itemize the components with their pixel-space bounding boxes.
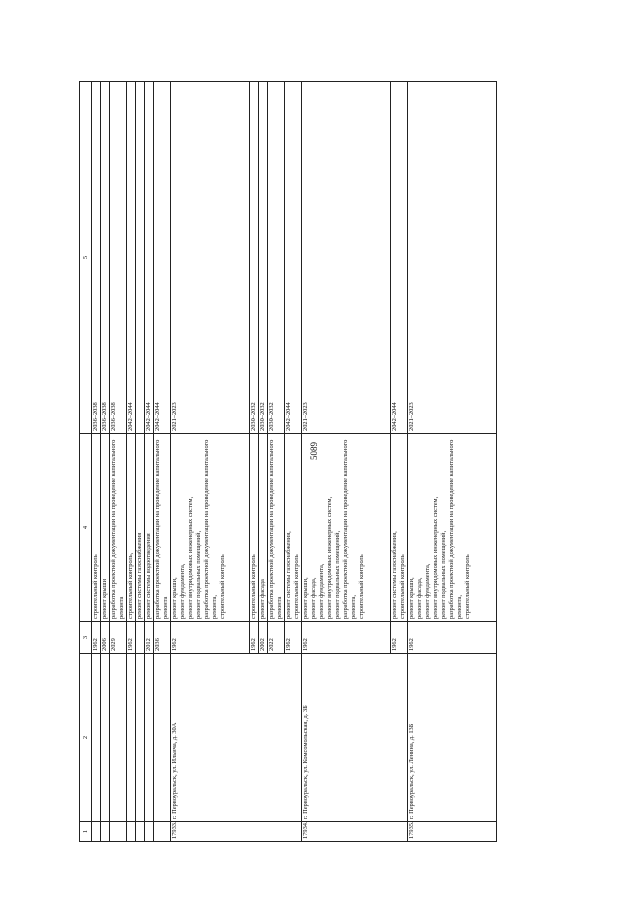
- table-row: [154, 82, 171, 842]
- year-cell: [136, 622, 145, 654]
- address-cell: [136, 654, 145, 822]
- work-cell: ремонт крыши: [101, 434, 110, 622]
- rotated-table: [79, 82, 590, 842]
- work-cell: строительный контроль,: [127, 434, 136, 622]
- header-col-3: 3: [80, 622, 92, 654]
- year-cell: 1962: [127, 622, 136, 654]
- address-cell: г. Первоуральск, ул. Ленина, д. 13Б: [408, 654, 497, 822]
- table-row: [136, 82, 145, 842]
- table-row: [302, 82, 391, 842]
- period-cell: 2030–2032: [259, 82, 268, 434]
- capital-repair-table: [79, 81, 497, 842]
- work-cell: строительный контроль: [92, 434, 101, 622]
- period-cell: 2021–2023: [302, 82, 391, 434]
- work-cell: ремонт системы газоснабжения, строительный контроль: [285, 434, 302, 622]
- period-cell: 2021–2023: [171, 82, 250, 434]
- work-cell: ремонт крыши, ремонт фасада, ремонт фундамента, ремонт внутридомовых инженерных систем, ремонт подвальных помещений, разработка проектной документации на проведение капитального ремонта, строительный контроль: [302, 434, 391, 622]
- work-cell: ремонт фасада: [259, 434, 268, 622]
- period-cell: [136, 82, 145, 434]
- period-cell: 2042–2044: [127, 82, 136, 434]
- year-cell: 1962: [92, 622, 101, 654]
- row-number: [101, 822, 110, 842]
- work-cell: ремонт крыши, ремонт фасада, ремонт фундамента, ремонт внутридомовых инженерных систем, ремонт подвальных помещений, разработка проектной документации на проведение капитального ремонта, строительный контроль: [408, 434, 497, 622]
- period-cell: 2036–2038: [110, 82, 127, 434]
- row-number: [154, 822, 171, 842]
- period-cell: 2042–2044: [154, 82, 171, 434]
- work-cell: ремонт системы газоснабжения: [136, 434, 145, 622]
- header-row: [80, 82, 92, 842]
- table-row: [110, 82, 127, 842]
- year-cell: 2029: [110, 622, 127, 654]
- period-cell: 2036–2038: [101, 82, 110, 434]
- address-cell: [154, 654, 171, 822]
- work-cell: разработка проектной документации на проведение капитального ремонта: [154, 434, 171, 622]
- work-cell: ремонт крыши, ремонт фундамента, ремонт внутридомовых инженерных систем, ремонт подвальных помещений, разработка проектной документации на проведение капитального ремонта, строительный контроль: [171, 434, 250, 622]
- header-col-5: 5: [80, 82, 92, 434]
- header-col-1: 1: [80, 822, 92, 842]
- period-cell: 2030–2032: [250, 82, 259, 434]
- year-cell: 1962: [391, 622, 408, 654]
- row-number: 17935.: [408, 822, 497, 842]
- header-col-4: 4: [80, 434, 92, 622]
- table-row: [171, 82, 250, 842]
- row-number: 17933.: [171, 822, 302, 842]
- address-cell: [101, 654, 110, 822]
- row-number: 17934.: [302, 822, 408, 842]
- table-row: [92, 82, 101, 842]
- row-number: [127, 822, 136, 842]
- period-cell: 2036–2038: [92, 82, 101, 434]
- table-body: [92, 82, 497, 842]
- row-number: [92, 822, 101, 842]
- year-cell: 1962: [171, 622, 250, 654]
- table-row: [101, 82, 110, 842]
- address-cell: [145, 654, 154, 822]
- period-cell: 2042–2044: [391, 82, 408, 434]
- page-number: 5089: [309, 442, 319, 460]
- address-cell: [92, 654, 101, 822]
- year-cell: 1962: [285, 622, 302, 654]
- work-cell: ремонт системы водоотведения: [145, 434, 154, 622]
- year-cell: 2006: [101, 622, 110, 654]
- work-cell: разработка проектной документации на проведение капитального ремонта: [268, 434, 285, 622]
- year-cell: 1962: [302, 622, 391, 654]
- period-cell: 2030–2032: [268, 82, 285, 434]
- row-number: [136, 822, 145, 842]
- address-cell: г. Первоуральск, ул. Комсомольская, д. 3Б: [302, 654, 408, 822]
- year-cell: 2022: [268, 622, 285, 654]
- table-container: [79, 82, 590, 842]
- address-cell: г. Первоуральск, ул. Ильича, д. 30А: [171, 654, 302, 822]
- year-cell: 2002: [259, 622, 268, 654]
- table-row: [145, 82, 154, 842]
- address-cell: [110, 654, 127, 822]
- address-cell: [127, 654, 136, 822]
- work-cell: строительный контроль: [250, 434, 259, 622]
- row-number: [110, 822, 127, 842]
- year-cell: 1962: [250, 622, 259, 654]
- year-cell: 2012: [145, 622, 154, 654]
- year-cell: 1962: [408, 622, 497, 654]
- work-cell: разработка проектной документации на проведение капитального ремонта: [110, 434, 127, 622]
- header-col-2: 2: [80, 654, 92, 822]
- period-cell: 2042–2044: [285, 82, 302, 434]
- table-row: [127, 82, 136, 842]
- period-cell: 2021–2023: [408, 82, 497, 434]
- row-number: [145, 822, 154, 842]
- year-cell: 2036: [154, 622, 171, 654]
- period-cell: 2042–2044: [145, 82, 154, 434]
- work-cell: ремонт системы газоснабжения, строительный контроль: [391, 434, 408, 622]
- table-row: [408, 82, 497, 842]
